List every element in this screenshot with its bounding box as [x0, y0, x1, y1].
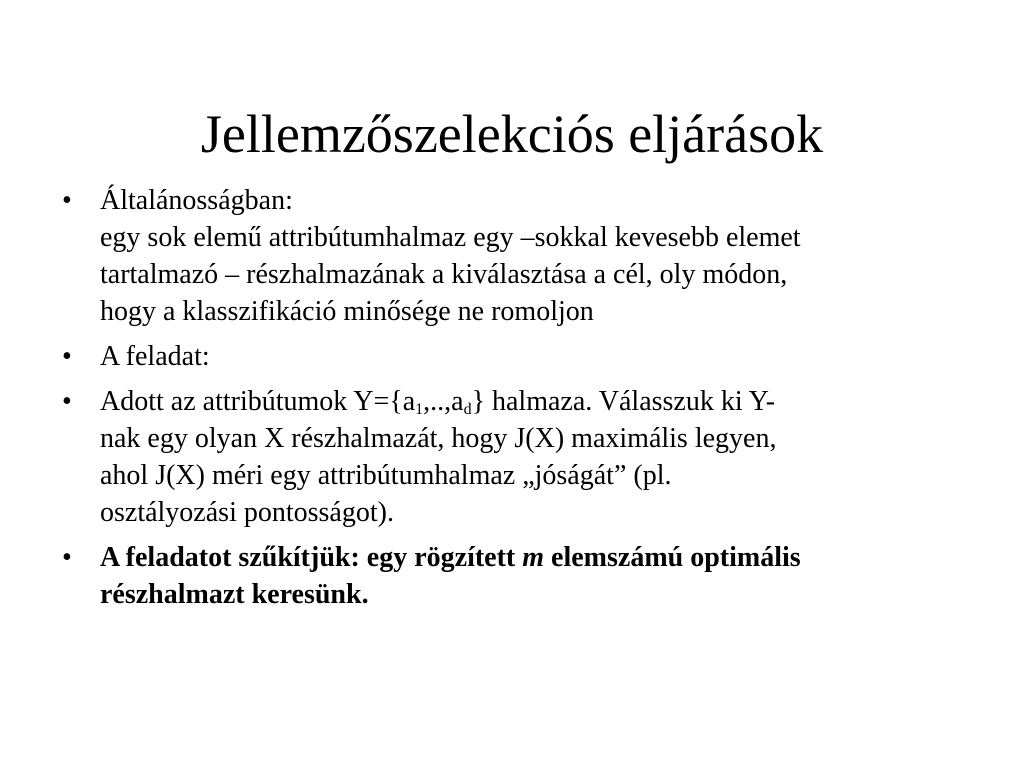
- slide-title: Jellemzőszelekciós eljárások: [200, 104, 824, 164]
- subscript-1: 1: [415, 401, 424, 418]
- bullet-4-text-after: elemszámú optimális: [544, 542, 801, 573]
- bullet-3-line-2: nak egy olyan X részhalmazát, hogy J(X) maximális legyen,: [100, 423, 777, 454]
- bullet-item-4: [62, 539, 962, 613]
- subscript-d: d: [463, 401, 472, 418]
- bullet-list: [62, 182, 962, 621]
- bullet-4-text-before: A feladatot szűkítjük: egy rögzített: [100, 542, 523, 573]
- bullet-4-italic-m: m: [522, 542, 545, 573]
- bullet-item-2: [62, 338, 962, 375]
- bullet-dot-icon: •: [62, 386, 72, 417]
- bullet-1-line-3: tartalmazó – részhalmazának a kiválasztása a cél, oly módon,: [100, 259, 788, 290]
- bullet-dot-icon: •: [62, 185, 72, 216]
- bullet-3-text-after: } halmaza. Válasszuk ki Y-: [471, 386, 776, 417]
- bullet-2-line-1: A feladat:: [100, 341, 210, 372]
- bullet-item-3: [62, 383, 962, 531]
- bullet-4-line-1: [100, 539, 962, 576]
- bullet-3-text-before: Adott az attribútumok Y={a: [100, 386, 416, 417]
- bullet-4-line-2: részhalmazt keresünk.: [100, 579, 369, 610]
- bullet-dot-icon: •: [62, 542, 72, 573]
- bullet-3-line-4: osztályozási pontosságot).: [100, 497, 394, 528]
- bullet-item-1: [62, 182, 962, 330]
- bullet-3-line-3: ahol J(X) méri egy attribútumhalmaz „jóságát” (pl.: [100, 460, 672, 491]
- bullet-1-line-2: egy sok elemű attribútumhalmaz egy –sokkal kevesebb elemet: [100, 222, 801, 253]
- bullet-3-line-1: [100, 383, 962, 420]
- bullet-3-text-middle: ,..,a: [423, 386, 464, 417]
- bullet-1-line-1: Általánosságban:: [100, 185, 293, 216]
- bullet-dot-icon: •: [62, 341, 72, 372]
- bullet-1-line-4: hogy a klasszifikáció minősége ne romoljon: [100, 296, 594, 327]
